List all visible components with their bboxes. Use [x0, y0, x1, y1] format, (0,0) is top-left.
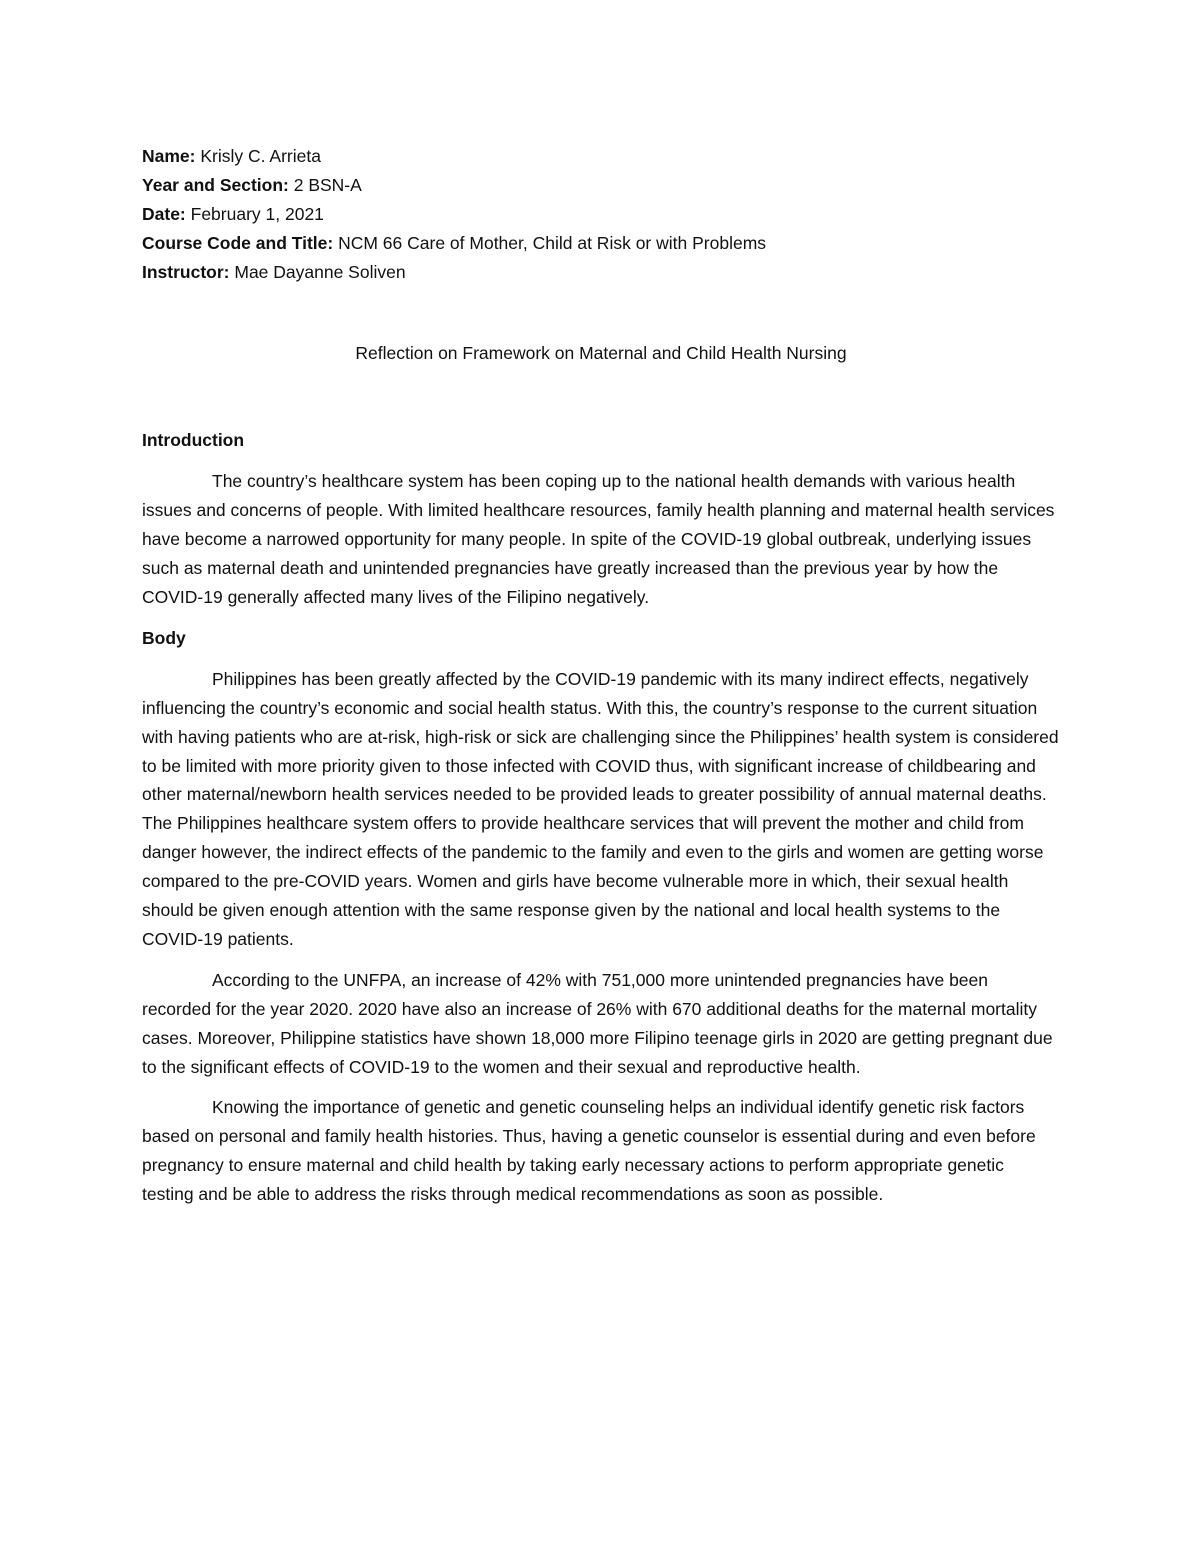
instructor-line: [142, 258, 1060, 287]
introduction-paragraph: The country’s healthcare system has been coping up to the national health demands with various health issues and concerns of people. With limited healthcare resources, family health planning and maternal health services have become a narrowed opportunity for many people. In spite of the COVID-19 global outbreak, underlying issues such as maternal death and unintended pregnancies have greatly increased than the previous year by how the COVID-19 generally affected many lives of the Filipino negatively.: [142, 471, 1055, 607]
course-label: Course Code and Title:: [142, 232, 334, 253]
course-line: [142, 229, 1060, 258]
date-label: Date:: [142, 203, 186, 224]
name-value: Krisly C. Arrieta: [195, 146, 321, 166]
body-paragraph: Philippines has been greatly affected by the COVID-19 pandemic with its many indirect effects, negatively influencing the country’s economic and social health status. With this, the country’s response to the current situation with having patients who are at-risk, high-risk or sick are challenging since the Philippines’ health system is considered to be limited with more priority given to those infected with COVID thus, with significant increase of childbearing and other maternal/newborn health services needed to be provided leads to greater possibility of annual maternal deaths. The Philippines healthcare system offers to provide healthcare services that will prevent the mother and child from danger however, the indirect effects of the pandemic to the family and even to the girls and women are getting worse compared to the pre-COVID years. Women and girls have become vulnerable more in which, their sexual health should be given enough attention with the same response given by the national and local health systems to the COVID-19 patients.: [142, 668, 1059, 949]
body-paragraph: Knowing the importance of genetic and genetic counseling helps an individual identify genetic risk factors based on personal and family health histories. Thus, having a genetic counselor is essential during and even before pregnancy to ensure maternal and child health by taking early necessary actions to perform appropriate genetic testing and be able to address the risks through medical recommendations as soon as possible.: [142, 1097, 1036, 1205]
document-page: [142, 142, 1060, 1209]
body-section: [142, 624, 1060, 1209]
instructor-value: Mae Dayanne Soliven: [229, 261, 406, 282]
body-paragraph: According to the UNFPA, an increase of 42% with 751,000 more unintended pregnancies have been recorded for the year 2020. 2020 have also an increase of 26% with 670 additional deaths for the maternal mortality cases. Moreover, Philippine statistics have shown 18,000 more Filipino teenage girls in 2020 are getting pregnant due to the significant effects of COVID-19 to the women and their sexual and reproductive health.: [142, 969, 1053, 1077]
body-heading: Body: [142, 627, 186, 648]
document-header: [142, 142, 1060, 287]
date-value: February 1, 2021: [185, 203, 324, 224]
instructor-label: Instructor:: [142, 261, 230, 282]
introduction-section: [142, 426, 1060, 611]
course-value: NCM 66 Care of Mother, Child at Risk or with Problems: [333, 232, 767, 253]
document-title: Reflection on Framework on Maternal and Child Health Nursing: [355, 342, 847, 363]
introduction-heading: Introduction: [142, 430, 245, 451]
name-line: [142, 142, 1060, 171]
year-section-value: 2 BSN-A: [288, 174, 362, 195]
year-section-label: Year and Section:: [142, 174, 289, 195]
name-label: Name:: [142, 146, 196, 166]
date-line: [142, 200, 1060, 229]
year-section-line: [142, 171, 1060, 200]
